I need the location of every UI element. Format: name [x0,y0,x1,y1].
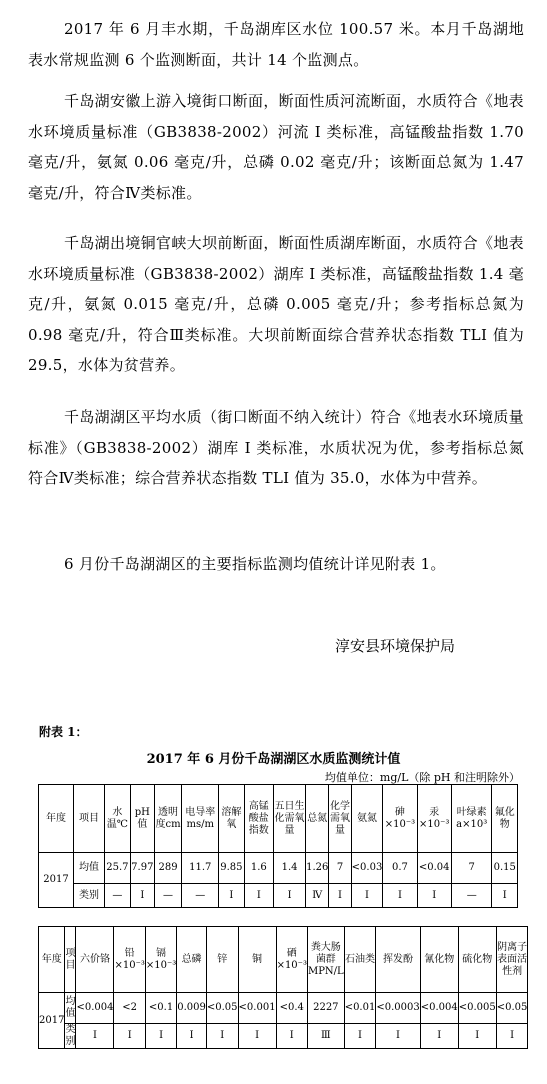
paragraph-2: 千岛湖安徽上游入境街口断面，断面性质河流断面，水质符合《地表水环境质量标准（GB3838-2002）河流 I 类标准，高锰酸盐指数 1.70 毫克/升，氨氮 0.06 毫克/升，总磷 0.02 毫克/升；该断面总氮为 1.47 毫克/升，符合Ⅳ类标准。 [28,92,524,202]
column-header: 汞×10⁻³ [417,785,451,853]
table-row [39,853,518,884]
class-value-cell: I [383,884,417,908]
table-title: 2017 年 6 月份千岛湖湖区水质监测统计值 [146,752,401,767]
column-header: 电导率ms/m [182,785,219,853]
column-header: 化学需氧量 [329,785,351,853]
class-value-cell: I [344,1024,376,1049]
mean-value-cell: <2 [114,993,145,1024]
paragraph-1: 2017 年 6 月丰水期，千岛湖库区水位 100.57 米。本月千岛湖地表水常规监测 6 个监测断面，共计 14 个监测点。 [28,20,524,69]
unit-note: 均值单位：mg/L（除 pH 和注明除外） [324,771,520,784]
class-value-cell: I [458,1024,496,1049]
paragraph-4: 千岛湖湖区平均水质（街口断面不纳入统计）符合《地表水环境质量标准》（GB3838-2002）湖库 I 类标准，水质状况为优，参考指标总氮符合Ⅳ类标准；综合营养状态指数 TLI 值为 35.0，水体为中营养。 [28,408,524,487]
table-header-row [39,785,518,853]
class-value-cell: I [273,884,305,908]
column-header: 粪大肠菌群MPN/L [307,927,344,993]
column-header: 透明度cm [154,785,181,853]
column-header: 铅×10⁻³ [114,927,145,993]
mean-value-cell: <0.004 [420,993,458,1024]
mean-value-cell: 7 [451,853,492,884]
column-header: 硫化物 [458,927,496,993]
class-value-cell: — [182,884,219,908]
mean-value-cell: 289 [154,853,181,884]
mean-value-cell: <0.005 [458,993,496,1024]
class-value-cell: I [130,884,154,908]
column-header: 氨氮 [351,785,383,853]
column-header: 总氮 [306,785,329,853]
item-header: 项目 [65,927,76,993]
mean-value-cell: 1.26 [306,853,329,884]
mean-label: 均值 [74,853,105,884]
column-header: 阴离子表面活性剂 [496,927,528,993]
signature: 淳安县环境保护局 [335,637,456,655]
year-header: 年度 [39,927,65,993]
table-header-row [39,927,528,993]
class-value-cell: Ⅳ [306,884,329,908]
class-value-cell: — [154,884,181,908]
mean-value-cell: <0.0003 [376,993,420,1024]
mean-value-cell: <0.03 [351,853,383,884]
column-header: 六价铬 [76,927,114,993]
column-header: 硒×10⁻³ [276,927,307,993]
column-header: 石油类 [344,927,376,993]
mean-value-cell: 11.7 [182,853,219,884]
class-value-cell: I [177,1024,207,1049]
column-header: 总磷 [177,927,207,993]
column-header: 五日生化需氧量 [273,785,305,853]
table-row [39,1024,528,1049]
year-cell: 2017 [39,853,74,908]
column-header: 铜 [238,927,276,993]
class-value-cell: — [451,884,492,908]
column-header: pH值 [130,785,154,853]
mean-value-cell: <0.05 [206,993,238,1024]
mean-value-cell: <0.04 [417,853,451,884]
mean-value-cell: 7 [329,853,351,884]
year-header: 年度 [39,785,74,853]
class-value-cell: I [114,1024,145,1049]
class-value-cell: I [376,1024,420,1049]
stats-table-1 [38,784,518,908]
mean-value-cell: 9.85 [219,853,244,884]
mean-value-cell: <0.001 [238,993,276,1024]
class-value-cell: I [329,884,351,908]
appendix-label: 附表 1： [39,725,88,739]
class-value-cell: I [492,884,518,908]
mean-value-cell: 1.4 [273,853,305,884]
column-header: 氟化物 [492,785,518,853]
class-label: 类别 [65,1024,76,1047]
mean-value-cell: <0.4 [276,993,307,1024]
stats-table-2 [38,926,528,1049]
class-value-cell: I [417,884,451,908]
mean-value-cell: 0.009 [177,993,207,1024]
mean-label: 均值 [65,993,76,1024]
class-value-cell: I [206,1024,238,1049]
mean-value-cell: 1.6 [244,853,273,884]
class-value-cell: I [219,884,244,908]
class-value-cell: I [496,1024,528,1049]
column-header: 叶绿素a×10³ [451,785,492,853]
class-value-cell: Ⅲ [307,1024,344,1049]
mean-value-cell: 25.7 [105,853,131,884]
table-row [39,993,528,1024]
class-value-cell: I [276,1024,307,1049]
mean-value-cell: 0.7 [383,853,417,884]
year-cell: 2017 [39,993,65,1049]
class-value-cell: I [351,884,383,908]
class-value-cell: I [76,1024,114,1049]
class-value-cell: I [238,1024,276,1049]
column-header: 锌 [206,927,238,993]
column-header: 氰化物 [420,927,458,993]
paragraph-5: 6 月份千岛湖湖区的主要指标监测均值统计详见附表 1。 [64,555,446,573]
column-header: 镉×10⁻³ [145,927,176,993]
mean-value-cell: <0.004 [76,993,114,1024]
column-header: 水温℃ [105,785,131,853]
mean-value-cell: 0.15 [492,853,518,884]
paragraph-3: 千岛湖出境铜官峡大坝前断面，断面性质湖库断面，水质符合《地表水环境质量标准（GB3838-2002）湖库 I 类标准，高锰酸盐指数 1.4 毫克/升，氨氮 0.015 毫克/升，总磷 0.005 毫克/升；参考指标总氮为 0.98 毫克/升，符合Ⅲ类标准。大坝前断面综合营养状态指数 TLI 值为 29.5，水体为贫营养。 [28,234,524,374]
class-value-cell: I [244,884,273,908]
mean-value-cell: <0.01 [344,993,376,1024]
mean-value-cell: <0.05 [496,993,528,1024]
mean-value-cell: <0.1 [145,993,176,1024]
column-header: 砷×10⁻³ [383,785,417,853]
column-header: 高锰酸盐指数 [244,785,273,853]
class-label: 类别 [74,884,105,908]
class-value-cell: I [145,1024,176,1049]
class-value-cell: I [420,1024,458,1049]
mean-value-cell: 2227 [307,993,344,1024]
column-header: 挥发酚 [376,927,420,993]
column-header: 溶解氧 [219,785,244,853]
table-row [39,884,518,908]
item-header: 项目 [74,785,105,853]
class-value-cell: — [105,884,131,908]
mean-value-cell: 7.97 [130,853,154,884]
